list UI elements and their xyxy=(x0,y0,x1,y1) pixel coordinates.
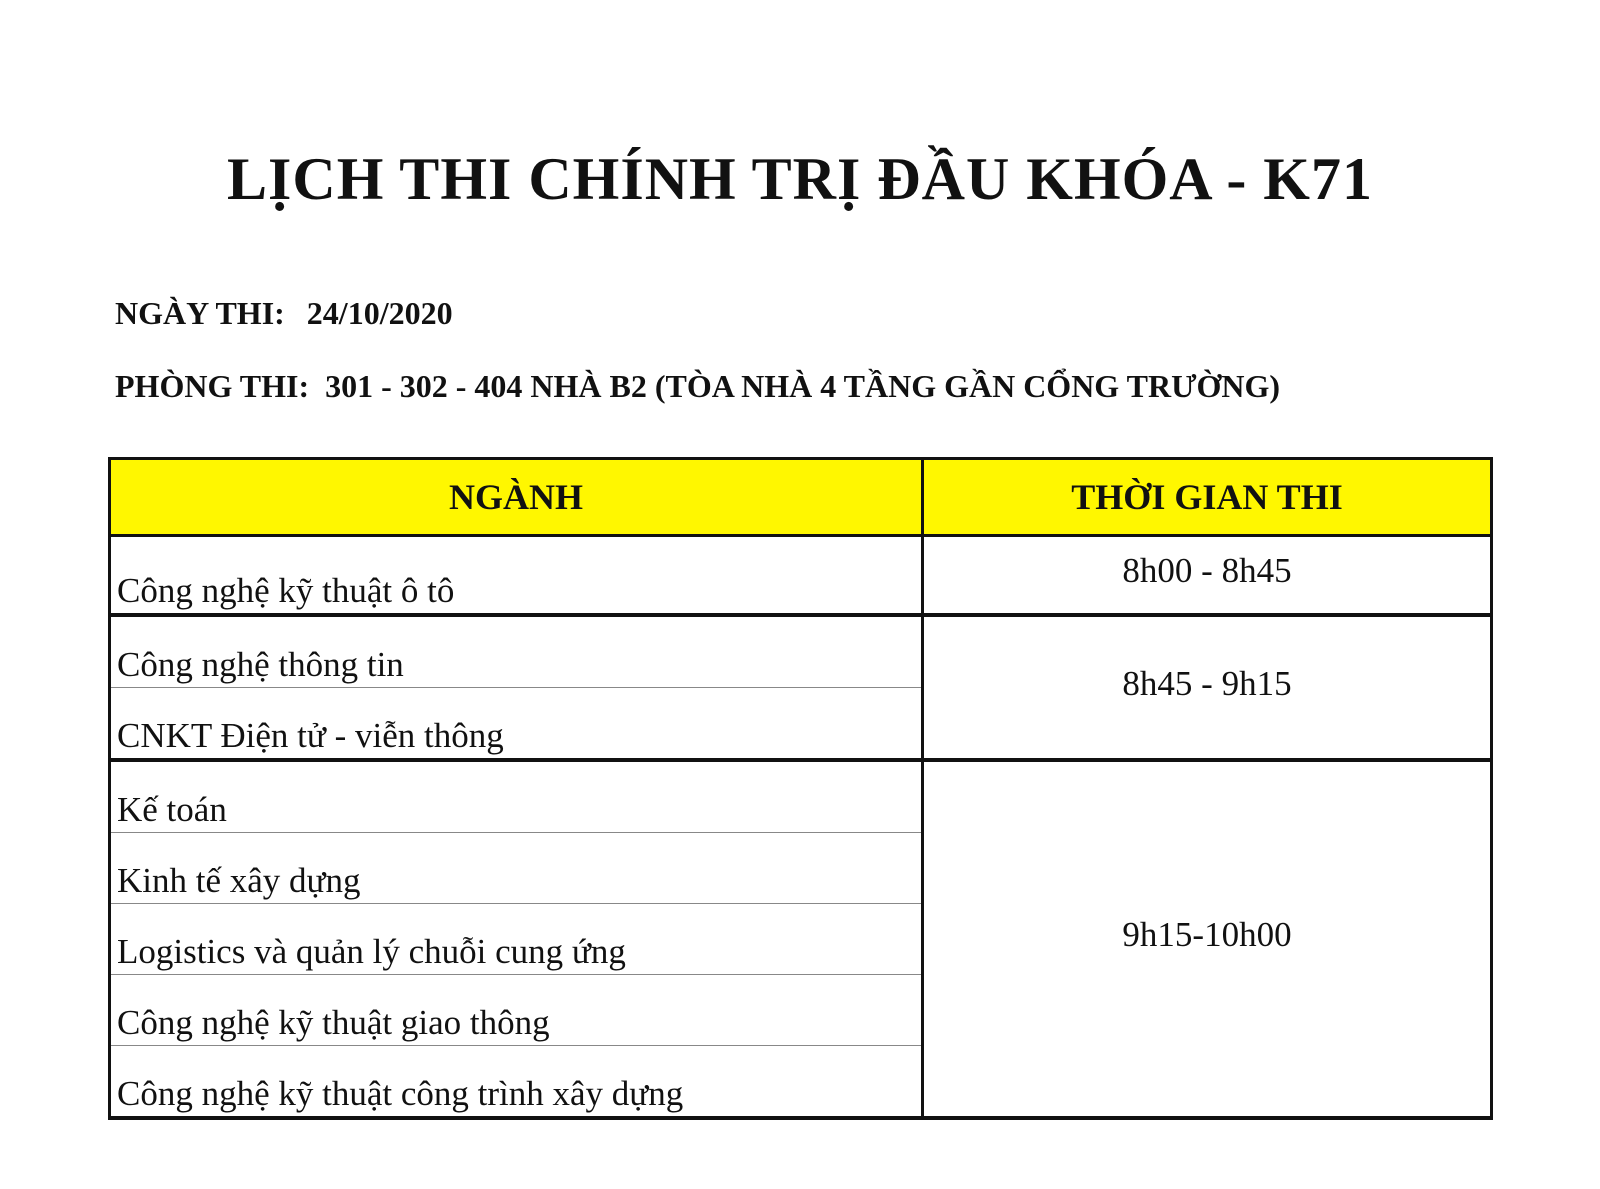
exam-date-label: NGÀY THI: xyxy=(115,295,285,331)
major-cell: Kế toán xyxy=(110,760,923,833)
exam-room xyxy=(115,368,1280,405)
table-row xyxy=(110,615,1492,688)
table-header-row xyxy=(110,459,1492,536)
header-major: NGÀNH xyxy=(110,459,923,536)
exam-time-cell: 8h00 - 8h45 xyxy=(923,536,1492,616)
schedule-table xyxy=(108,457,1493,1120)
header-exam-time: THỜI GIAN THI xyxy=(923,459,1492,536)
table-row xyxy=(110,760,1492,833)
major-cell: Kinh tế xây dựng xyxy=(110,833,923,904)
major-cell: Công nghệ kỹ thuật công trình xây dựng xyxy=(110,1046,923,1119)
exam-room-value: 301 - 302 - 404 NHÀ B2 (TÒA NHÀ 4 TẦNG GẦN CỔNG TRƯỜNG) xyxy=(325,368,1281,404)
major-cell: Công nghệ kỹ thuật giao thông xyxy=(110,975,923,1046)
major-cell: CNKT Điện tử - viễn thông xyxy=(110,688,923,761)
exam-date-value: 24/10/2020 xyxy=(306,295,453,331)
page-title: LỊCH THI CHÍNH TRỊ ĐẦU KHÓA - K71 xyxy=(227,146,1373,212)
exam-room-label: PHÒNG THI: xyxy=(115,368,310,404)
exam-time-cell: 9h15-10h00 xyxy=(923,760,1492,1118)
table-row xyxy=(110,536,1492,616)
exam-time-cell: 8h45 - 9h15 xyxy=(923,615,1492,760)
major-cell: Công nghệ thông tin xyxy=(110,615,923,688)
major-cell: Công nghệ kỹ thuật ô tô xyxy=(110,536,923,616)
exam-date xyxy=(115,295,453,332)
major-cell: Logistics và quản lý chuỗi cung ứng xyxy=(110,904,923,975)
